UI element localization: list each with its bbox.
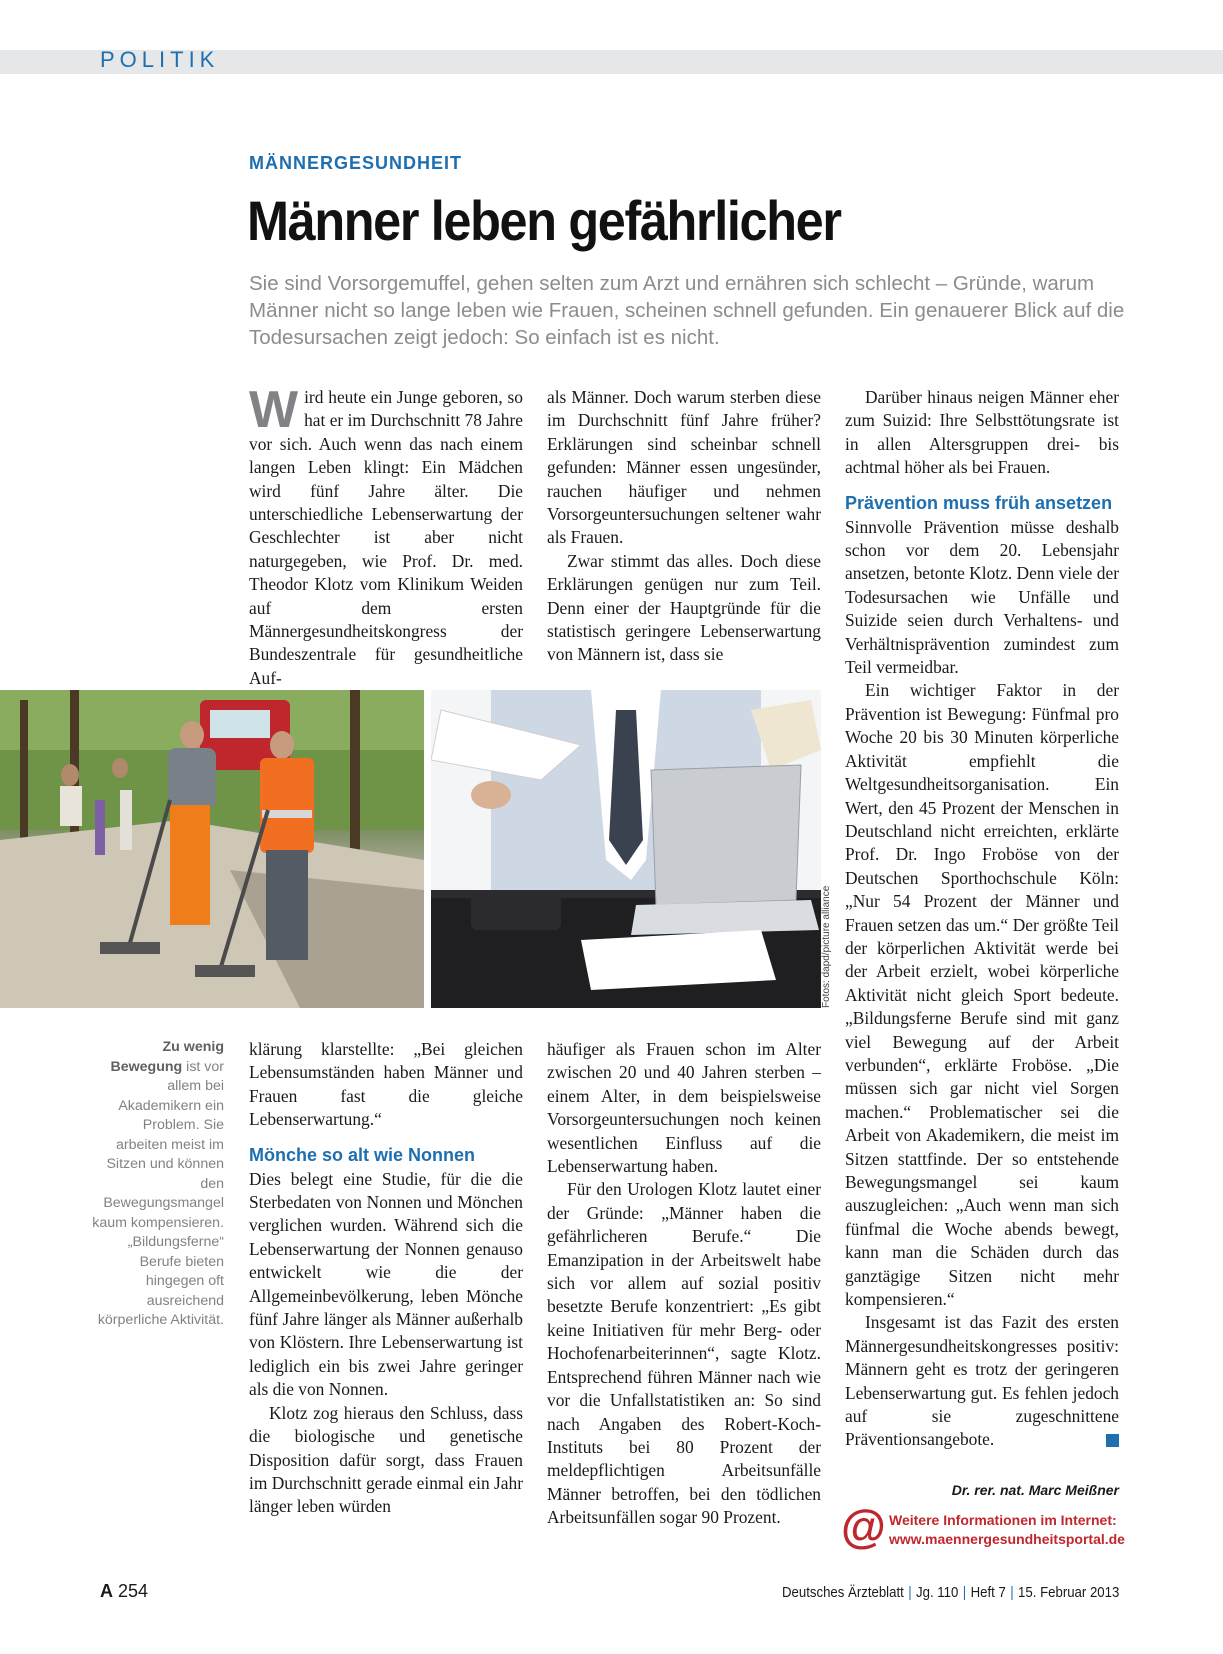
journal-volume: Jg. 110 <box>915 1584 959 1601</box>
office-worker-illustration <box>431 690 821 1008</box>
at-sign-icon: @ <box>841 1500 886 1552</box>
photo-office-worker <box>431 690 821 1008</box>
author-byline: Dr. rer. nat. Marc Meißner <box>951 1482 1119 1498</box>
paragraph: häufiger als Frauen schon im Alter zwischen 20 und 40 Jahren sterben – einem Alter, in dem beispielsweise Vorsorgeuntersuchungen noch keinen wesentlichen Einfluss auf die Lebenserwartung haben. <box>547 1039 821 1177</box>
paragraph: Darüber hinaus neigen Männer eher zum Suizid: Ihre Selbsttötungsrate ist in allen Altersgruppen drei- bis achtmal höher als bei Frauen. <box>845 387 1119 478</box>
paragraph-text: Insgesamt ist das Fazit des ersten Männergesundheitskongresses positiv: Männern geht es trotz der geringeren Lebenserwartung gut. Es fehlen jedoch auf sie zugeschnittene Präventionsangebote. <box>845 1312 1119 1450</box>
paragraph: klärung klarstellte: „Bei gleichen Lebensumständen haben Männer und Frauen fast die gleiche Lebenserwartung.“ <box>249 1039 523 1130</box>
paragraph: als Männer. Doch warum sterben diese im Durchschnitt fünf Jahre früher? Erklärungen sind scheinbar schnell gefunden: Männer essen ungesünder, rauchen häufiger und nehmen Vorsorgeuntersuchungen seltener wahr als Frauen. <box>547 387 821 548</box>
article-lede: Sie sind Vorsorgemuffel, gehen selten zum Arzt und ernähren sich schlecht – Gründe, warum Männer nicht so lange leben wie Frauen, scheinen schnell gefunden. Ein genauerer Blick auf die Todesursachen zeigt jedoch: So einfach ist es nicht. <box>249 272 1125 349</box>
paragraph: Dies belegt eine Studie, für die die Sterbedaten von Nonnen und Mönchen verglichen wurden. Während sich die Lebenserwartung der Nonnen genauso entwickelt wie die der Allgemeinbevölkerung, leben Mönche fünf Jahre länger als Männer außerhalb von Klöstern. Ihre Lebenserwartung ist lediglich ein bis zwei Jahre geringer als die von Nonnen. <box>249 1168 523 1400</box>
paragraph: Zwar stimmt das alles. Doch diese Erklärungen genügen nur zum Teil. Denn einer der Hauptgründe für die statistisch geringere Lebenserwartung von Männern ist, dass sie <box>547 550 821 665</box>
column-1-top <box>249 381 523 690</box>
subheading-praevention: Prävention muss früh ansetzen <box>845 492 1113 513</box>
caption-text: ist vor allem bei Akademikern ein Problem. Sie arbeiten meist im Sitzen und können den Bewegungsmangel kaum kompensieren. „Bildungsferne“ Berufe bieten hingegen oft ausreichend körperliche Aktivität. <box>92 1058 224 1328</box>
subheading-moenche: Mönche so alt wie Nonnen <box>249 1144 476 1165</box>
paragraph: Sinnvolle Prävention müsse deshalb schon vor dem 20. Lebensjahr ansetzen, betonte Klotz. Denn viele der Todesursachen wie Unfälle und Suizide seien durch Verhaltens- und Verhältnisprävention zumindest zum Teil vermeidbar. <box>845 516 1119 678</box>
street-sweepers-illustration <box>0 690 424 1008</box>
end-mark-icon <box>1106 1434 1119 1447</box>
info-label: Weitere Informationen im Internet: <box>889 1512 1117 1528</box>
info-link[interactable]: www.maennergesundheitsportal.de <box>889 1531 1125 1547</box>
page-number-value: 254 <box>118 1581 149 1601</box>
section-label: POLITIK <box>100 47 220 72</box>
column-2-top <box>547 386 821 667</box>
photo-caption <box>90 1038 224 1331</box>
drop-cap: W <box>249 381 299 439</box>
column-3 <box>845 386 1119 1452</box>
paragraph <box>845 1311 1119 1451</box>
article-kicker: MÄNNERGESUNDHEIT <box>249 153 463 173</box>
column-1-bottom <box>249 1038 523 1519</box>
paragraph: Klotz zog hieraus den Schluss, dass die biologische und genetische Disposition dafür sorgt, dass Frauen im Durchschnitt gerade einmal ein Jahr länger leben würden <box>249 1402 523 1517</box>
footer-citation <box>782 1584 1119 1601</box>
paragraph: Ein wichtiger Faktor in der Prävention ist Bewegung: Fünfmal pro Woche 20 bis 30 Minuten körperliche Aktivität empfiehlt die Weltgesundheitsorganisation. Ein Wert, den 45 Prozent der Menschen in Deutschland nicht erreichten, erklärte Prof. Dr. Ingo Froböse von der Deutschen Sporthochschule Köln: „Nur 54 Prozent der Männer und Frauen setzen das um.“ Der größte Teil der körperlichen Aktivität werde bei der Arbeit erzielt, wobei körperliche Aktivität nicht gleich Sport bedeute. „Bildungsferne Berufe sind mit ganz viel Bewegung auf der Arbeit verbunden“, erklärte Froböse. „Die müssen sich gar nicht viel Sorgen machen.“ Problematischer sei die Arbeit von Akademikern, die meist im Sitzen stattfinde. Der so entstehende Bewegungsmangel sei kaum auszugleichen: „Auch wenn man sich fünfmal die Woche abends bewegt, kann man die Schäden durch das ganztägige Sitzen nicht mehr kompensieren.“ <box>845 680 1119 1310</box>
paragraph-text: ird heute ein Junge geboren, so hat er im Durchschnitt 78 Jahre vor sich. Auch wenn das nach einem langen Leben klingt: Ein Mädchen wird fünf Jahre älter. Die unterschiedliche Lebenserwartung der Geschlechter ist aber nicht naturgegeben, wie Prof. Dr. med. Theodor Klotz vom Klinikum Weiden auf dem ersten Männergesundheitskongress der Bundeszentrale für gesundheitliche Auf- <box>249 387 523 688</box>
page-number <box>100 1581 148 1602</box>
paragraph: Für den Urologen Klotz lautet einer der Gründe: „Männer haben die gefährlicheren Berufe.“ Die Emanzipation in der Arbeitswelt habe sich vor allem auf sozial positiv besetzte Berufe konzentriert: „Es gibt keine Initiativen für mehr Berg- oder Hochofenarbeiterinnen“, sagte Klotz. Entsprechend führen Männer nach wie vor die Unfallstatistiken an: So sind nach Angaben des Robert-Koch-Instituts bei 80 Prozent der meldepflichtigen Arbeitsunfälle Männer betroffen, bei den tödlichen Arbeitsunfällen sogar 90 Prozent. <box>547 1179 821 1528</box>
paragraph <box>249 381 523 690</box>
separator: | <box>907 1584 912 1601</box>
article-title: Männer leben gefährlicher <box>247 189 841 252</box>
photo-street-sweepers <box>0 690 424 1008</box>
photo-credit: Fotos: dapd/picture alliance <box>821 885 832 1008</box>
journal-date: 15. Februar 2013 <box>1017 1584 1119 1601</box>
page-prefix: A <box>100 1581 113 1601</box>
separator: | <box>962 1584 966 1601</box>
caption-lead: Zu wenig Bewegung <box>110 1039 224 1075</box>
column-2-bottom <box>547 1038 821 1530</box>
journal-issue: Heft 7 <box>970 1584 1006 1601</box>
more-info-box <box>889 1511 1125 1549</box>
journal-name: Deutsches Ärzteblatt <box>781 1584 904 1601</box>
separator: | <box>1009 1584 1014 1601</box>
